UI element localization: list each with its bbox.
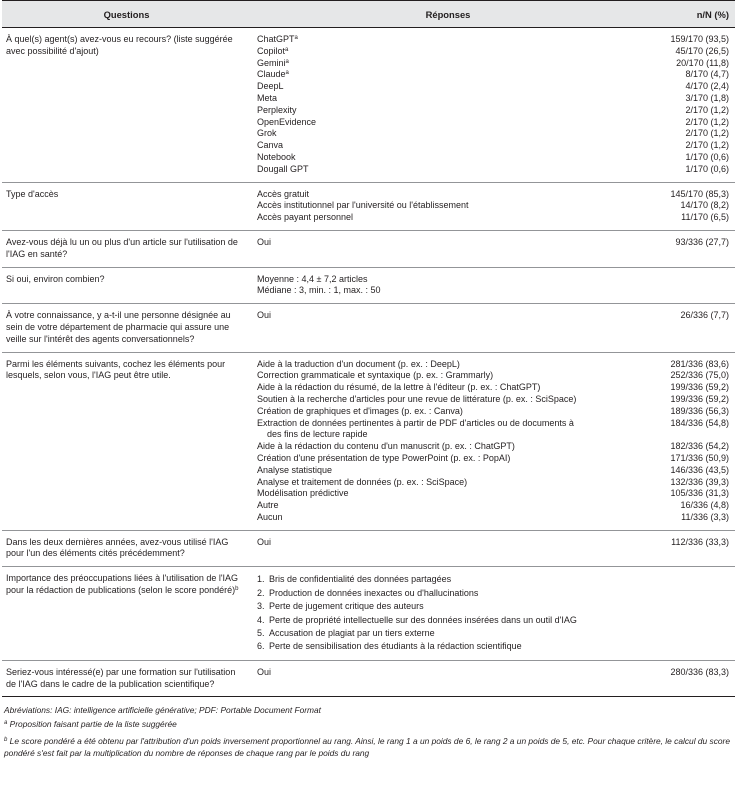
response-value: 2/170 (1,2) [685,104,729,115]
response-item [257,285,645,297]
response-cell [251,352,645,530]
response-value: 1/170 (0,6) [685,151,729,162]
footnote-a-mark: a [4,720,8,727]
value-cell [645,230,735,267]
value-cell [645,267,735,304]
response-cell [251,230,645,267]
question-cell [2,660,251,697]
table-notes [0,697,737,759]
response-value: 14/170 (8,2) [680,200,729,211]
response-value: 8/170 (4,7) [685,69,729,80]
value-cell [645,304,735,352]
response-item [257,105,645,117]
response-item [257,237,645,249]
value-cell [645,182,735,230]
response-label: Médiane : 3, min. : 1, max. : 50 [257,285,381,296]
rank-label: Accusation de plagiat par un tiers externe [269,627,435,638]
response-value: 26/336 (7,7) [680,310,729,321]
response-label: Canva [257,140,284,151]
response-item [257,418,645,430]
response-value: 20/170 (11,8) [676,57,729,68]
value-cell [645,28,735,183]
response-label: Autre [257,500,279,511]
value-cell [645,530,735,567]
header-responses: Réponses [251,1,645,28]
response-value: 159/170 (93,5) [670,34,729,44]
response-item [257,359,645,371]
response-item [257,370,645,382]
response-label: Accès gratuit [257,188,310,199]
response-item [257,212,645,224]
response-item [257,46,645,58]
response-label: Accès payant personnel [257,212,354,223]
rank-label: Perte de jugement critique des auteurs [269,601,424,612]
response-label: Copilot [257,45,286,56]
response-label: Création d'une présentation de type PowerPoint (p. ex. : PopAI) [257,452,511,463]
footnote-b-mark: b [4,737,8,744]
response-value: 2/170 (1,2) [685,140,729,151]
response-label: Création de graphiques et d'images (p. ex. : Canva) [257,405,463,416]
response-item [257,477,645,489]
abbreviations-note: Abréviations: IAG: intelligence artificielle générative; PDF: Portable Document Format [4,705,321,716]
table-row [2,660,735,697]
response-value: 16/336 (4,8) [680,500,729,511]
response-label: Analyse et traitement de données (p. ex. : SciSpace) [257,476,468,487]
rank-label: Production de données inexactes ou d'hallucinations [269,587,479,598]
response-value: 280/336 (83,3) [670,666,729,677]
response-label: OpenEvidence [257,116,317,127]
response-cell [251,567,645,660]
table-row [2,28,735,183]
response-item [257,310,645,322]
question-text: À quel(s) agent(s) avez-vous eu recours? (liste suggérée avec possibilité d'ajout) [6,34,233,56]
table-row [2,530,735,567]
ranked-concern [257,600,645,613]
response-cell [251,304,645,352]
response-label: Claude [257,69,286,80]
response-item [257,34,645,46]
question-cell [2,182,251,230]
value-spacer [645,429,729,441]
response-item [257,69,645,81]
response-label: Meta [257,92,278,103]
response-value: 112/336 (33,3) [671,536,729,547]
response-label: Perplexity [257,104,297,115]
rank-label: Bris de confidentialité des données partagées [269,574,452,585]
response-label: Aide à la rédaction du résumé, de la lettre à l'éditeur (p. ex. : ChatGPT) [257,382,541,393]
response-label-continued: des fins de lecture rapide [267,429,368,440]
response-label: Correction grammaticale et syntaxique (p. ex. : Grammarly) [257,370,494,381]
question-text: Importance des préoccupations liées à l'utilisation de l'IAG pour la rédaction de publications (selon le score pondéré) [6,573,239,596]
response-item [257,465,645,477]
survey-table [2,0,735,697]
value-cell [645,567,735,660]
response-label: Aucun [257,511,283,522]
response-item [257,406,645,418]
question-text: Seriez-vous intéressé(e) par une formation sur l'utilisation de l'IAG dans le cadre de la publication scientifique? [6,666,236,689]
response-value: 132/336 (39,3) [670,476,729,487]
response-item [257,537,645,549]
response-label: Dougall GPT [257,163,309,174]
response-label: Oui [257,236,272,247]
response-label: Moyenne : 4,4 ± 7,2 articles [257,273,368,284]
question-text: Avez-vous déjà lu un ou plus d'un article sur l'utilisation de l'IAG en santé? [6,236,238,259]
response-item [257,81,645,93]
response-cell [251,28,645,183]
response-label: DeepL [257,81,284,92]
table-row [2,267,735,304]
response-cell [251,267,645,304]
question-cell [2,352,251,530]
rank-label: Perte de sensibilisation des étudiants à la rédaction scientifique [269,641,522,652]
response-label: Accès institutionnel par l'université ou l'établissement [257,200,469,211]
response-value: 281/336 (83,6) [670,358,729,369]
table-row [2,304,735,352]
header-questions: Questions [2,1,251,28]
response-value: 45/170 (26,5) [675,45,729,56]
response-value: 105/336 (31,3) [670,488,729,499]
rank-number: 3. [257,601,265,612]
response-value: 189/336 (56,3) [670,405,729,416]
ranked-concern [257,587,645,600]
response-value: 252/336 (75,0) [670,370,729,381]
table-body [2,28,735,697]
table-row [2,230,735,267]
question-text: Type d'accès [6,188,59,199]
table-header-row [2,1,735,28]
response-value: 199/336 (59,2) [670,393,729,404]
question-cell [2,530,251,567]
response-label: Oui [257,310,272,321]
footnote-marker: a [285,58,289,65]
rank-number: 5. [257,627,265,638]
ranked-concern [257,640,645,653]
header-n-n: n/N (%) [645,1,735,28]
question-text: Parmi les éléments suivants, cochez les éléments pour lesquels, selon vous, l'IAG peut être utile. [6,358,226,381]
response-item [257,394,645,406]
rank-number: 4. [257,614,265,625]
response-label: Notebook [257,151,296,162]
response-cell [251,182,645,230]
rank-number: 1. [257,574,265,585]
response-cell [251,660,645,697]
question-cell [2,28,251,183]
response-label: Aide à la traduction d'un document (p. ex. : DeepL) [257,358,460,369]
table-row [2,352,735,530]
response-item [257,667,645,679]
ranked-concern [257,627,645,640]
response-item [257,382,645,394]
footnote-marker: a [285,46,289,53]
response-item [257,140,645,152]
response-value: 2/170 (1,2) [685,128,729,139]
ranked-concern [257,614,645,627]
response-label: Grok [257,128,277,139]
question-text: Si oui, environ combien? [6,273,105,284]
footnote-marker: a [294,35,298,41]
rank-number: 2. [257,587,265,598]
response-cell [251,530,645,567]
question-cell [2,304,251,352]
response-value: 11/170 (6,5) [681,212,729,223]
response-item [257,152,645,164]
footnote-marker: a [285,70,289,77]
response-label: Gemini [257,57,286,68]
response-label: ChatGPT [257,34,295,44]
footnote-a [4,718,737,730]
response-item [257,441,645,453]
footnote-a-text: Proposition faisant partie de la liste suggérée [7,719,177,730]
response-label: Modélisation prédictive [257,488,349,499]
value-cell [645,660,735,697]
response-label: Oui [257,536,272,547]
response-value: 2/170 (1,2) [685,116,729,127]
rank-number: 6. [257,641,265,652]
response-value [645,274,729,286]
response-item [257,164,645,176]
response-value: 4/170 (2,4) [685,81,729,92]
response-item [257,128,645,140]
response-value: 11/336 (3,3) [681,511,729,522]
response-value: 1/170 (0,6) [685,163,729,174]
response-value [645,285,729,297]
response-label: Analyse statistique [257,464,333,475]
response-item [257,58,645,70]
response-item [257,189,645,201]
response-item [257,453,645,465]
table-row [2,567,735,660]
response-value: 199/336 (59,2) [670,382,729,393]
footnote-marker: b [235,586,239,593]
question-text: À votre connaissance, y a-t-il une personne désignée au sein de votre département de pharmacie qui assure une veille sur l'intérêt des agents conversationnels? [6,310,231,344]
response-label: Aide à la rédaction du contenu d'un manuscrit (p. ex. : ChatGPT) [257,441,515,452]
question-cell [2,567,251,660]
footnote-b-text: Le score pondéré a été obtenu par l'attribution d'un poids inversement proportionnel au rang. Ainsi, le rang 1 a un poids de 6, le rang 2 a un poids de 5, etc. Pour chaque critère, le calcul du score pondéré s'est fait par la multiplication du nombre de réponses de chaque rang par le poids du rang [4,736,731,759]
response-item [257,500,645,512]
value-cell [645,352,735,530]
response-value: 146/336 (43,5) [670,464,729,475]
response-value: 171/336 (50,9) [670,452,729,463]
response-label: Extraction de données pertinentes à partir de PDF d'articles ou de documents à [257,417,574,428]
question-cell [2,230,251,267]
response-item [257,274,645,286]
response-label: Oui [257,666,272,677]
response-item [257,512,645,524]
table-row [2,182,735,230]
response-label: Soutien à la recherche d'articles pour une revue de littérature (p. ex. : SciSpace) [257,393,577,404]
response-value: 184/336 (54,8) [670,417,729,428]
footnote-b [4,735,737,759]
rank-label: Perte de propriété intellectuelle sur des données insérées dans un outil d'IAG [269,614,577,625]
question-text: Dans les deux dernières années, avez-vous utilisé l'IAG pour l'un des éléments cités précédemment? [6,536,229,559]
response-item [257,200,645,212]
response-item [257,117,645,129]
ranked-concern [257,573,645,586]
response-item [257,93,645,105]
response-value: 3/170 (1,8) [685,92,729,103]
response-value: 145/170 (85,3) [670,188,729,199]
response-item [257,488,645,500]
response-value: 182/336 (54,2) [670,441,729,452]
response-value: 93/336 (27,7) [675,236,729,247]
question-cell [2,267,251,304]
